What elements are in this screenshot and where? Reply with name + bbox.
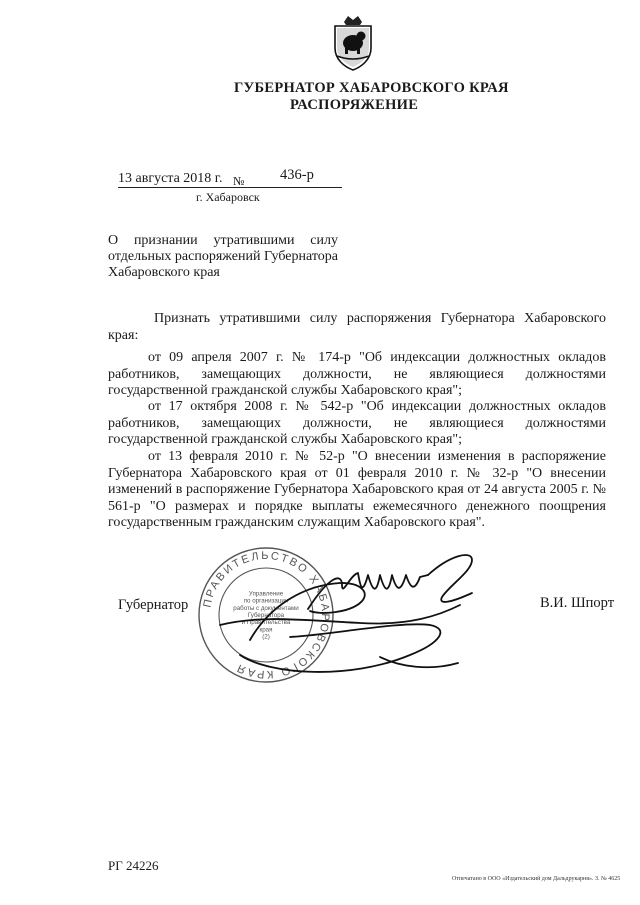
stamp-ring-text: ПРАВИТЕЛЬСТВО ХАБАРОВСКОГО КРАЯ — [201, 549, 332, 681]
stamp-inner-line: Управление — [248, 590, 284, 598]
body-paragraph-item-3: от 13 февраля 2010 г. № 52-р "О внесении изменения в распоряжение Губернатора Хабаровского края от 01 февраля 2010 г. № 32-р "О внесении изменений в распоряжение Губернатора Хабаровского края от 24 августа 2005 г. № 561-р "О размерах и порядке выплаты ежемесячного денежного поощрения государственным гражданским служащим Хабаровского края". — [108, 449, 606, 530]
body-paragraph-intro: Признать утратившими силу распоряжения Губернатора Хабаровского края: — [108, 311, 606, 343]
body-paragraph-item-2: от 17 октября 2008 г. № 542-р "Об индексации должностных окладов работников, замещающих должности, не являющиеся должностями государственной гражданской службы Хабаровского края"; — [108, 399, 606, 447]
document-date: 13 августа 2018 г. — [118, 171, 223, 186]
stamp-inner-line: работы с документами — [233, 604, 299, 612]
date-number-underline — [118, 187, 342, 188]
body-paragraph-item-1: от 09 апреля 2007 г. № 174-р "Об индексации должностных окладов работников, замещающих должности, не являющиеся должностями государственной гражданской службы Хабаровского края"; — [108, 350, 606, 398]
stamp-inner-line: и Правительства — [241, 619, 291, 627]
document-subject: О признании утратившими силу отдельных распоряжений Губернатора Хабаровского края — [108, 233, 338, 280]
coat-of-arms-emblem — [330, 12, 376, 72]
document-type: РАСПОРЯЖЕНИЕ — [290, 97, 419, 113]
registration-code: РГ 24226 — [108, 858, 159, 873]
signatory-name: В.И. Шпорт — [540, 595, 615, 611]
number-sign: № — [233, 174, 245, 188]
stamp-inner-line: края — [259, 626, 273, 634]
document-city: г. Хабаровск — [196, 190, 260, 204]
stamp-inner-line: (2) — [262, 633, 270, 641]
signatory-position: Губернатор — [118, 597, 189, 613]
stamp-inner-line: Губернатора — [247, 612, 285, 619]
printer-note: Отпечатано в ООО «Издательский дом Дальдрукарня». З. № 4625 — [452, 876, 621, 882]
document-number: 436-р — [280, 167, 314, 183]
government-title: ГУБЕРНАТОР ХАБАРОВСКОГО КРАЯ — [234, 80, 509, 96]
stamp-inner-line: по организации — [243, 597, 289, 605]
handwritten-signature — [210, 545, 500, 695]
